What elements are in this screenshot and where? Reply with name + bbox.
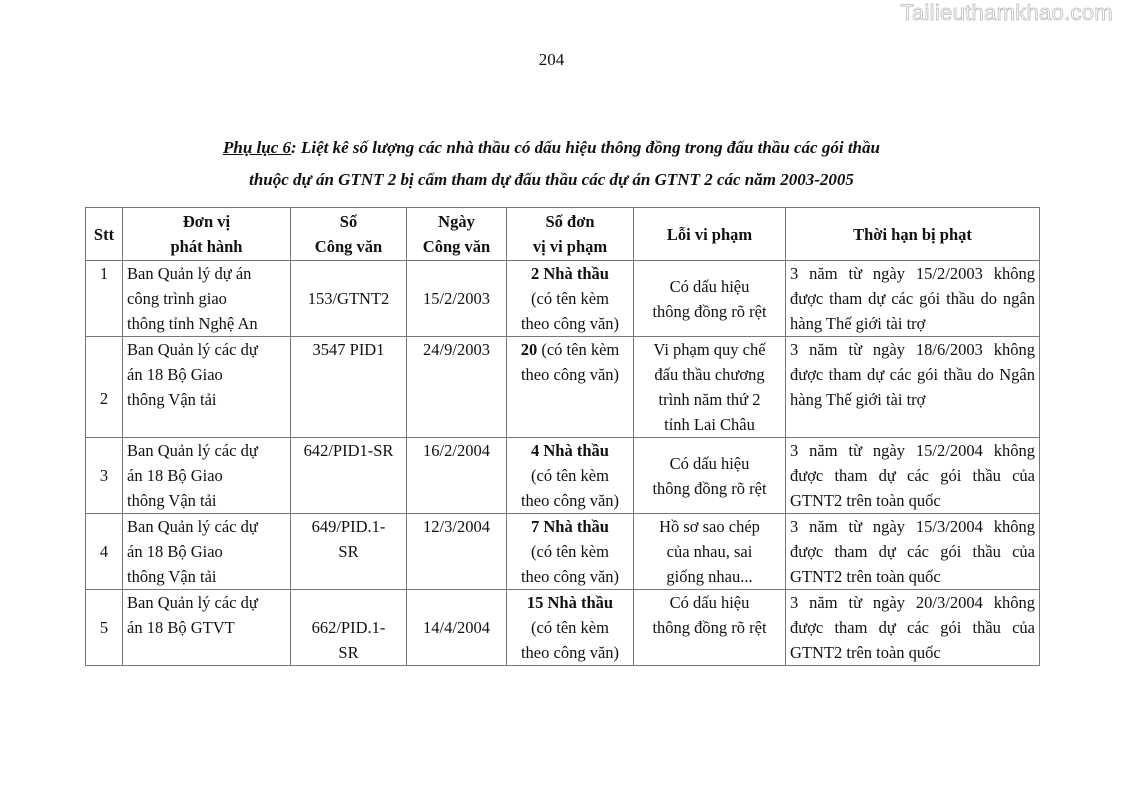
cell-penalty: 3 năm từ ngày 18/6/2003 không được tham dự các gói thầu do Ngân hàng Thế giới tài trợ [786, 337, 1040, 438]
cell-count [507, 590, 634, 666]
count-note: (có tên kèm theo công văn) [520, 618, 620, 662]
cell-stt: 1 [86, 261, 123, 337]
table-row [86, 337, 1040, 438]
cell-violation: Vi phạm quy chế đấu thầu chương trình năm thứ 2 tỉnh Lai Châu [634, 337, 786, 438]
cell-count [507, 261, 634, 337]
cell-count [507, 514, 634, 590]
cell-unit: Ban Quản lý các dự án 18 Bộ Giao thông Vận tải [123, 438, 291, 514]
title-line-1: : Liệt kê số lượng các nhà thầu có dấu hiệu thông đồng trong đấu thầu các gói thầu [291, 138, 880, 157]
header-count: Số đơn vị vi phạm [507, 208, 634, 261]
header-violation: Lỗi vi phạm [634, 208, 786, 261]
count-bold: 2 Nhà thầu [531, 264, 609, 283]
cell-count [507, 438, 634, 514]
cell-doc-no: 3547 PID1 [291, 337, 407, 438]
cell-stt: 4 [86, 514, 123, 590]
cell-date: 16/2/2004 [407, 438, 507, 514]
header-date: Ngày Công văn [407, 208, 507, 261]
cell-unit: Ban Quản lý dự án công trình giao thông tỉnh Nghệ An [123, 261, 291, 337]
cell-unit: Ban Quản lý các dự án 18 Bộ Giao thông Vận tải [123, 337, 291, 438]
count-note: (có tên kèm theo công văn) [520, 542, 620, 586]
table-row [86, 590, 1040, 666]
header-stt: Stt [86, 208, 123, 261]
cell-penalty: 3 năm từ ngày 15/2/2004 không được tham dự các gói thầu của GTNT2 trên toàn quốc [786, 438, 1040, 514]
cell-date: 14/4/2004 [407, 590, 507, 666]
watermark: Tailieuthamkhao.com [900, 0, 1113, 25]
cell-doc-no: 153/GTNT2 [291, 261, 407, 337]
contractor-violation-table [85, 207, 1040, 666]
table-row [86, 438, 1040, 514]
cell-count [507, 337, 634, 438]
cell-date: 24/9/2003 [407, 337, 507, 438]
header-penalty: Thời hạn bị phạt [786, 208, 1040, 261]
cell-doc-no: 649/PID.1- SR [291, 514, 407, 590]
cell-stt: 5 [86, 590, 123, 666]
cell-violation: Có dấu hiệu thông đồng rõ rệt [634, 438, 786, 514]
cell-doc-no: 662/PID.1- SR [291, 590, 407, 666]
count-bold: 15 Nhà thầu [526, 593, 614, 612]
appendix-label: Phụ lục 6 [223, 138, 292, 157]
count-note: (có tên kèm theo công văn) [520, 466, 620, 510]
count-bold: 7 Nhà thầu [531, 517, 609, 536]
table-row [86, 261, 1040, 337]
appendix-title [0, 132, 1103, 196]
count-note: (có tên kèm theo công văn) [520, 340, 620, 384]
cell-penalty: 3 năm từ ngày 15/3/2004 không được tham dự các gói thầu của GTNT2 trên toàn quốc [786, 514, 1040, 590]
cell-penalty: 3 năm từ ngày 15/2/2003 không được tham dự các gói thầu do ngân hàng Thế giới tài trợ [786, 261, 1040, 337]
cell-penalty: 3 năm từ ngày 20/3/2004 không được tham dự các gói thầu của GTNT2 trên toàn quốc [786, 590, 1040, 666]
table-row [86, 514, 1040, 590]
header-doc-no: Số Công văn [291, 208, 407, 261]
cell-doc-no: 642/PID1-SR [291, 438, 407, 514]
cell-date: 12/3/2004 [407, 514, 507, 590]
count-bold: 4 Nhà thầu [531, 441, 609, 460]
cell-unit: Ban Quản lý các dự án 18 Bộ GTVT [123, 590, 291, 666]
cell-date: 15/2/2003 [407, 261, 507, 337]
cell-unit: Ban Quản lý các dự án 18 Bộ Giao thông Vận tải [123, 514, 291, 590]
header-unit: Đơn vị phát hành [123, 208, 291, 261]
count-note: (có tên kèm theo công văn) [520, 289, 620, 333]
count-bold: 20 [520, 340, 538, 359]
cell-stt: 3 [86, 438, 123, 514]
page-number: 204 [538, 50, 565, 69]
cell-violation: Có dấu hiệu thông đồng rõ rệt [634, 590, 786, 666]
cell-stt: 2 [86, 337, 123, 438]
title-line-2: thuộc dự án GTNT 2 bị cấm tham dự đấu thầu các dự án GTNT 2 các năm 2003-2005 [249, 170, 854, 189]
cell-violation: Hồ sơ sao chép của nhau, sai giống nhau... [634, 514, 786, 590]
table-header-row [86, 208, 1040, 261]
cell-violation: Có dấu hiệu thông đồng rõ rệt [634, 261, 786, 337]
